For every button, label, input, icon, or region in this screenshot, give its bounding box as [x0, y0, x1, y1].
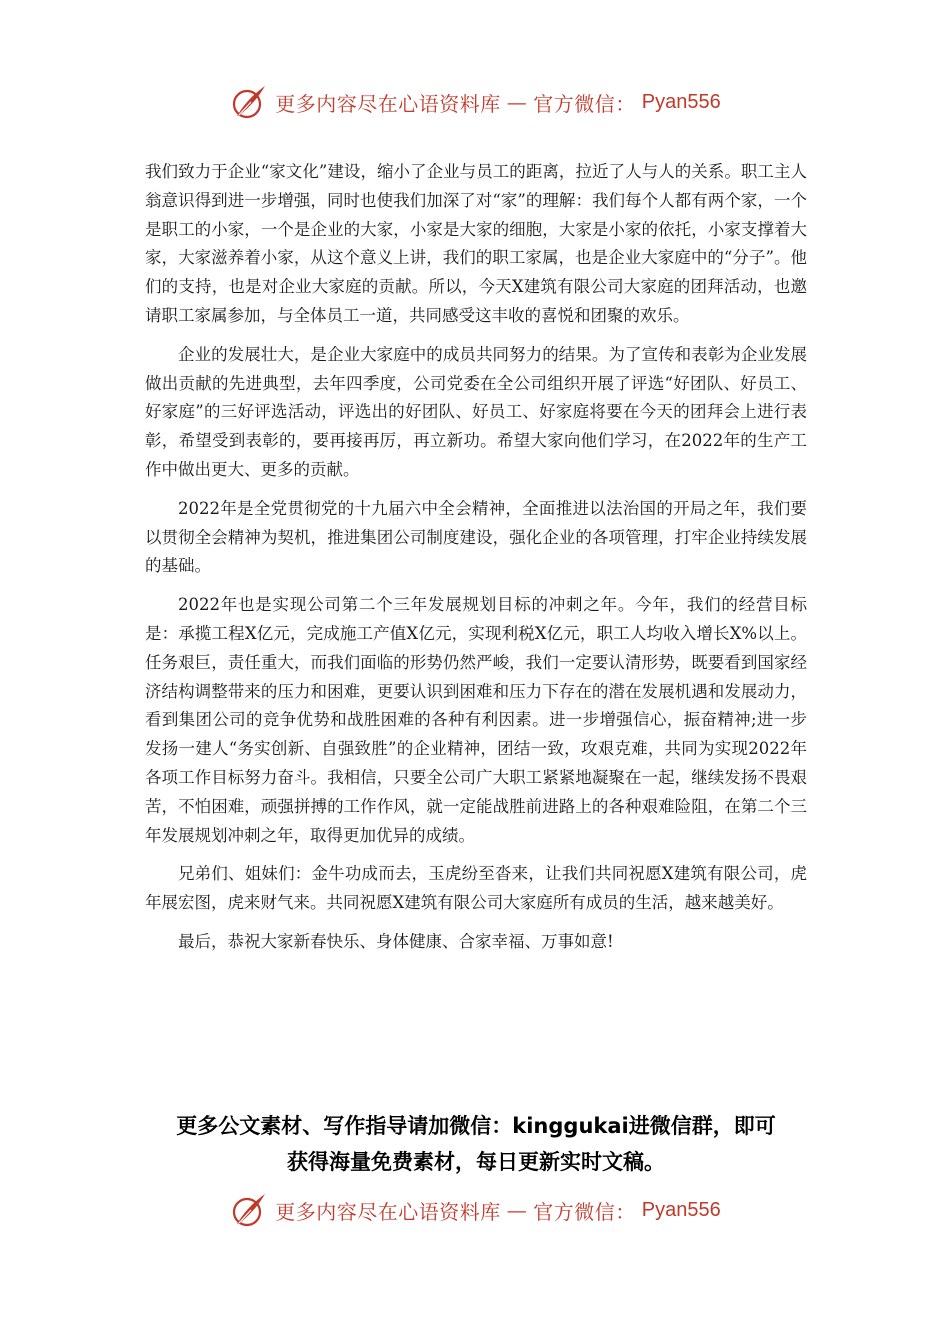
- footer-banner-dash: —: [506, 1198, 528, 1222]
- paragraph-2: 企业的发展壮大，是企业大家庭中的成员共同努力的结果。为了宣传和表彰为企业发展做出贡献的先进典型，去年四季度，公司党委在全公司组织开展了评选“好团队、好员工、好家庭”的三好评选活动，评选出的好团队、好员工、好家庭将要在今天的团拜会上进行表彰，希望受到表彰的，要再接再厉，再立新功。希望大家向他们学习，在2022年的生产工作中做出更大、更多的贡献。: [145, 344, 807, 479]
- promo-line-2: 获得海量免费素材，每日更新实时文稿。: [287, 1150, 665, 1174]
- quill-logo-icon: [229, 1190, 269, 1230]
- promo-line-1: 更多公文素材、写作指导请加微信：kinggukai进微信群，即可: [176, 1114, 776, 1138]
- header-banner-handle: Pyan556: [641, 90, 721, 113]
- promo-notice: [145, 1108, 807, 1180]
- footer-banner-handle: Pyan556: [641, 1198, 721, 1221]
- paragraph-6: 最后，恭祝大家新春快乐、身体健康、合家幸福、万事如意!: [178, 931, 614, 951]
- document-body: [145, 158, 807, 967]
- paragraph-5: 兄弟们、姐妹们：金牛功成而去，玉虎纷至沓来，让我们共同祝愿X建筑有限公司，虎年展宏图，虎来财气来。共同祝愿X建筑有限公司大家庭所有成员的生活，越来越美好。: [145, 864, 807, 913]
- header-banner-dash: —: [506, 90, 528, 114]
- header-banner-text: 更多内容尽在心语资料库: [275, 91, 501, 116]
- footer-banner-text: 更多内容尽在心语资料库: [275, 1199, 501, 1224]
- paragraph-4: 2022年也是实现公司第二个三年发展规划目标的冲刺之年。今年，我们的经营目标是：承揽工程X亿元，完成施工产值X亿元，实现利税X亿元，职工人均收入增长X%以上。任务艰巨，责任重大，而我们面临的形势仍然严峻，我们一定要认清形势，既要看到国家经济结构调整带来的压力和困难，更要认识到困难和压力下存在的潜在发展机遇和发展动力，看到集团公司的竞争优势和战胜困难的各种有利因素。进一步增强信心，振奋精神;进一步发扬一建人“务实创新、自强致胜”的企业精神，团结一致，攻艰克难，共同为实现2022年各项工作目标努力奋斗。我相信，只要全公司广大职工紧紧地凝聚在一起，继续发扬不畏艰苦，不怕困难，顽强拼搏的工作作风，就一定能战胜前进路上的各种艰难险阻，在第二个三年发展规划冲刺之年，取得更加优异的成绩。: [145, 595, 807, 845]
- footer-banner-suffix: 官方微信：: [533, 1199, 636, 1224]
- header-banner-suffix: 官方微信：: [533, 91, 636, 116]
- footer-banner: [0, 1190, 950, 1230]
- paragraph-1: 我们致力于企业“家文化”建设，缩小了企业与员工的距离，拉近了人与人的关系。职工主人翁意识得到进一步增强，同时也使我们加深了对“家”的理解：我们每个人都有两个家，一个是职工的小家，一个是企业的大家，小家是大家的细胞，大家是小家的依托，小家支撑着大家，大家滋养着小家，从这个意义上讲，我们的职工家属，也是企业大家庭中的“分子”。他们的支持，也是对企业大家庭的贡献。所以，今天X建筑有限公司大家庭的团拜活动，也邀请职工家属参加，与全体员工一道，共同感受这丰收的喜悦和团聚的欢乐。: [145, 162, 807, 325]
- header-banner: [0, 82, 950, 122]
- paragraph-3: 2022年是全党贯彻党的十九届六中全会精神，全面推进以法治国的开局之年，我们要以贯彻全会精神为契机，推进集团公司制度建设，强化企业的各项管理，打牢企业持续发展的基础。: [145, 498, 807, 576]
- quill-logo-icon: [229, 82, 269, 122]
